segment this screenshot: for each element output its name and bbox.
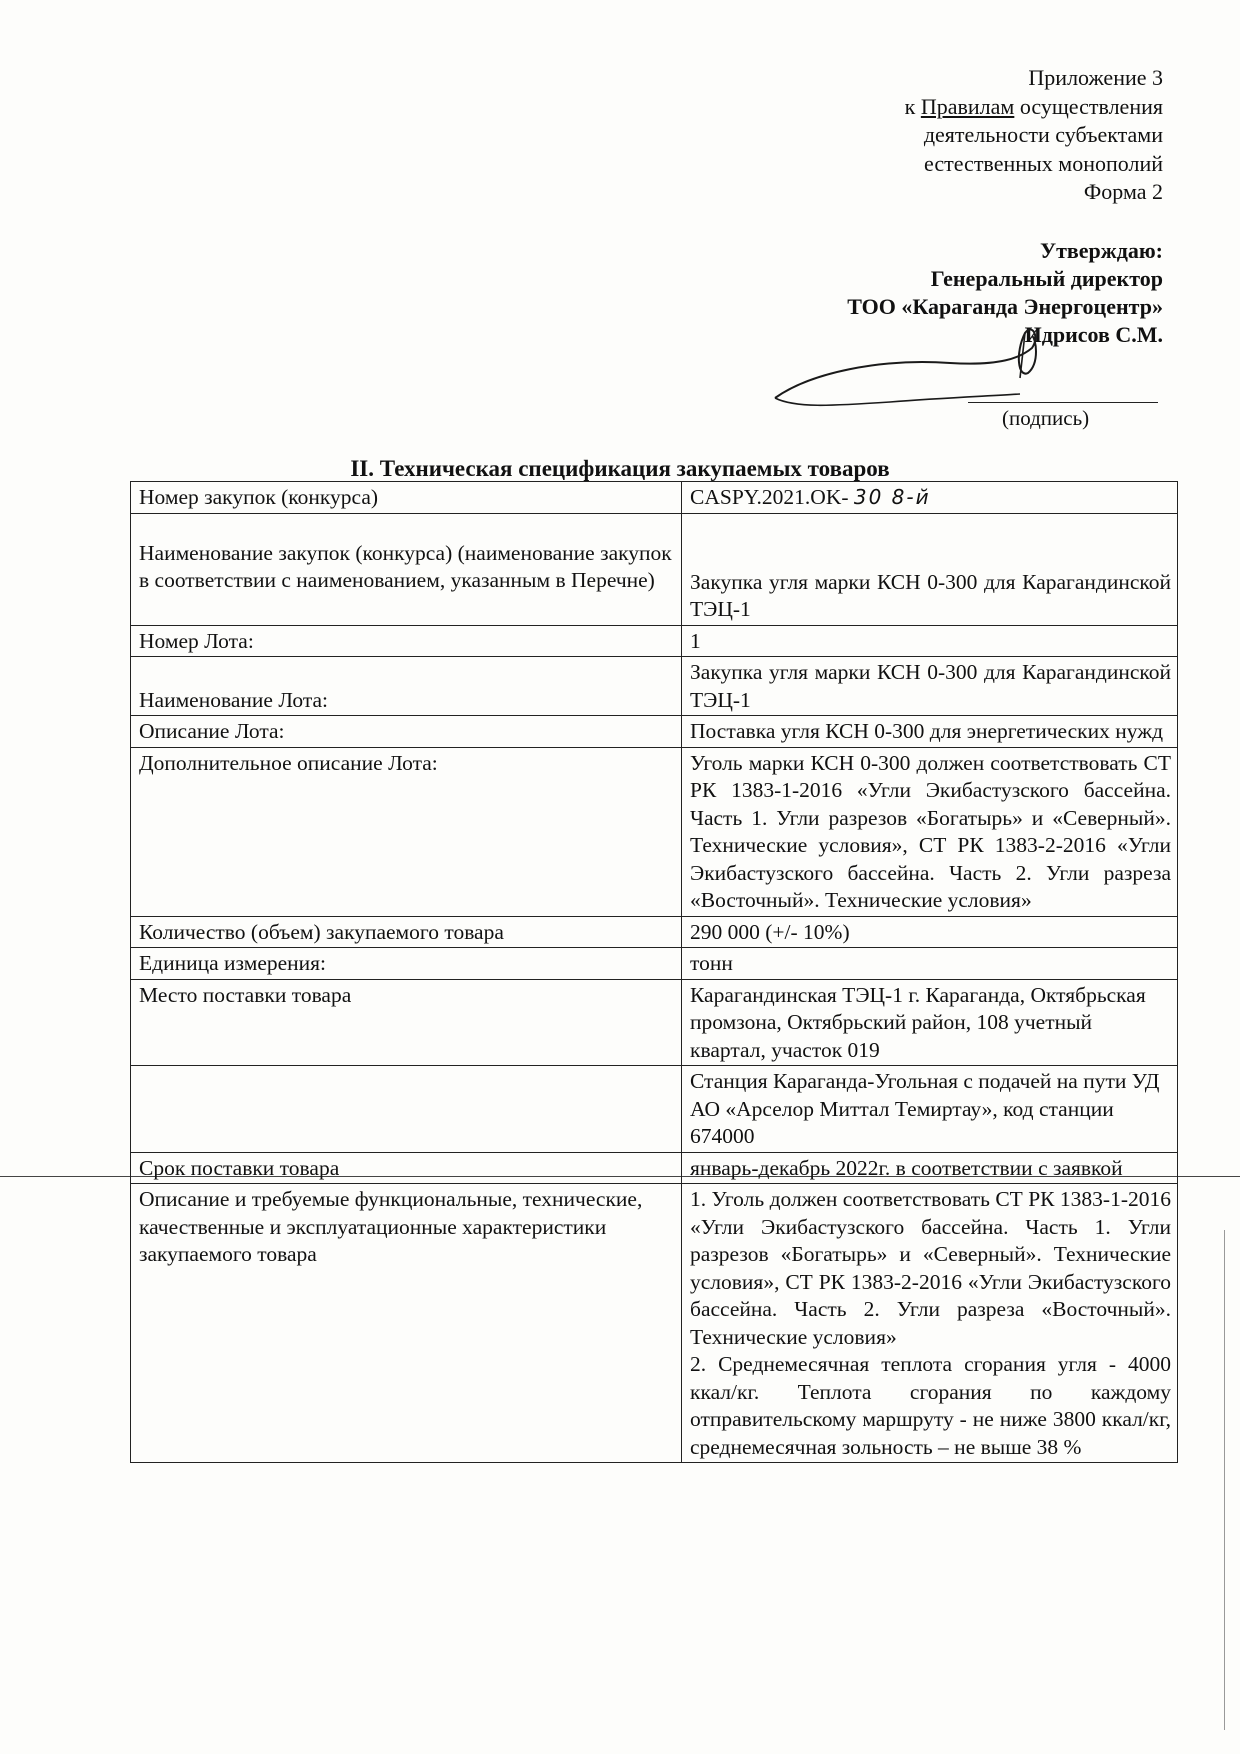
approval-label: Утверждаю: [1039,238,1163,263]
row-label: Срок поставки товара [131,1152,682,1184]
form-number: Форма 2 [1083,179,1163,204]
specification-table [130,481,1178,1463]
handwritten-number: 30 8-й [853,485,931,509]
table-row [131,1152,1178,1184]
table-row [131,979,1178,1066]
approver-company: ТОО «Караганда Энергоцентр» [847,294,1163,319]
table-row [131,948,1178,980]
section-title: II. Техническая спецификация закупаемых товаров [350,456,890,481]
table-row [131,1184,1178,1463]
table-row [131,747,1178,916]
scan-artifact-edge [1224,1230,1225,1730]
row-label: Описание Лота: [131,716,682,748]
row-label: Наименование Лота: [131,657,682,716]
table-row [131,625,1178,657]
row-label: Описание и требуемые функциональные, технические, качественные и эксплуатационные характеристики закупаемого товара [131,1184,682,1463]
row-label: Наименование закупок (конкурса) (наименование закупок в соответствии с наименованием, указанным в Перечне) [131,513,682,625]
rules-reference: к Правилам осуществления [904,93,1163,119]
rules-link[interactable]: Правилам [920,93,1015,119]
table-row [131,513,1178,625]
row-value: CASPY.2021.OK- 30 8-й [682,482,1178,514]
row-value: 1 [682,625,1178,657]
row-label: Количество (объем) закупаемого товара [131,916,682,948]
row-value: Станция Караганда-Угольная с подачей на пути УД АО «Арселор Миттал Темиртау», код станции 674000 [682,1066,1178,1153]
requirement-1: 1. Уголь должен соответствовать СТ РК 1383-1-2016 «Угли Экибастузского бассейна. Часть 1. Угли разрезов «Богатырь» и «Северный». Технические условия», СТ РК 1383-2-2016 «Угли Экибастузского бассейна. Часть 2. Угли разреза «Восточный». Технические условия» [690,1187,1171,1349]
row-label: Номер Лота: [131,625,682,657]
row-value: 290 000 (+/- 10%) [682,916,1178,948]
row-label-empty [131,1066,682,1153]
approver-position: Генеральный директор [930,266,1163,291]
row-label: Номер закупок (конкурса) [131,482,682,514]
row-value: Закупка угля марки КСН 0-300 для Карагандинской ТЭЦ-1 [682,513,1178,625]
signature-caption: (подпись) [1002,406,1090,430]
row-label: Место поставки товара [131,979,682,1066]
approver-name: Идрисов С.М. [1024,322,1163,347]
appendix-header: Приложение 3 к Правилам осуществления деятельности субъектами естественных монополий Форма 2 [905,64,1163,207]
row-value: Уголь марки КСН 0-300 должен соответствовать СТ РК 1383-1-2016 «Угли Экибастузского бассейна. Часть 1. Угли разрезов «Богатырь» и «Северный». Технические условия», СТ РК 1383-2-2016 «Угли Экибастузского бассейна. Часть 2. Угли разреза «Восточный». Технические условия» [682,747,1178,916]
row-value: Закупка угля марки КСН 0-300 для Карагандинской ТЭЦ-1 [682,657,1178,716]
row-value: тонн [682,948,1178,980]
table-row [131,716,1178,748]
row-label: Дополнительное описание Лота: [131,747,682,916]
requirement-2: 2. Среднемесячная теплота сгорания угля - 4000 ккал/кг. Теплота сгорания по каждому отправительскому маршруту - не ниже 3800 ккал/кг, среднемесячная зольность – не выше 38 % [690,1352,1171,1459]
appendix-number: Приложение 3 [1028,65,1163,90]
table-row [131,657,1178,716]
row-value [682,1184,1178,1463]
row-value: Карагандинская ТЭЦ-1 г. Караганда, Октябрьская промзона, Октябрьский район, 108 учетный квартал, участок 019 [682,979,1178,1066]
table-row [131,1066,1178,1153]
row-label: Единица измерения: [131,948,682,980]
row-value: январь-декабрь 2022г. в соответствии с заявкой [682,1152,1178,1184]
row-value: Поставка угля КСН 0-300 для энергетических нужд [682,716,1178,748]
signature-line [968,402,1158,403]
table-row [131,916,1178,948]
table-row [131,482,1178,514]
